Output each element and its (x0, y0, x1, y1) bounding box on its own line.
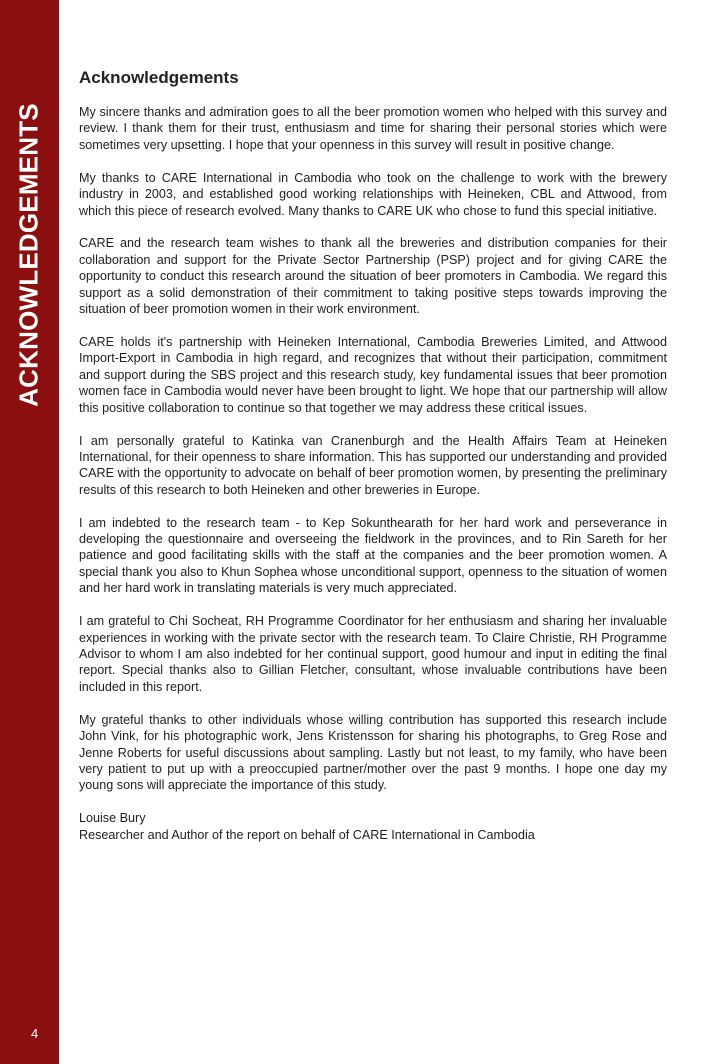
signature-role: Researcher and Author of the report on behalf of CARE International in Cambodia (79, 827, 535, 842)
paragraph-3: CARE and the research team wishes to thank all the breweries and distribution companies for their collaboration and support for the Private Sector Partnership (PSP) project and for giving CARE the opportunity to conduct this research around the situation of beer promoters in Cambodia. We regard this support as a solid demonstration of their commitment to taking positive steps towards improving the situation of beer promotion women in their work environment. (79, 236, 667, 317)
signature-block (79, 810, 667, 843)
paragraph-8: My grateful thanks to other individuals whose willing contribution has supported this research include John Vink, for his photographic work, Jens Kristensson for sharing his photographs, to Greg Rose and Jenne Roberts for useful discussions about sampling. Lastly but not least, to my family, who have been very patient to put up with a preoccupied partner/mother over the past 9 months. I hope one day my young sons will appreciate the importance of this study. (79, 712, 667, 793)
paragraph-6: I am indebted to the research team - to Kep Sokunthearath for her hard work and perseverance in developing the questionnaire and overseeing the fieldwork in the provinces, and to Rin Sareth for her patience and good facilitating skills with the staff at the companies and the beer promotion women. A special thank you also to Khun Sophea whose unconditional support, openness to the situation of women and her hard work in translating materials is very much appreciated. (79, 515, 667, 596)
paragraph-2: My thanks to CARE International in Cambodia who took on the challenge to work with the brewery industry in 2003, and established good working relationships with Heineken, CBL and Attwood, from which this piece of research evolved. Many thanks to CARE UK who chose to fund this special initiative. (79, 170, 667, 218)
page-number: 4 (31, 1026, 39, 1041)
paragraph-4: CARE holds it's partnership with Heineken International, Cambodia Breweries Limited, and Attwood Import-Export in Cambodia in high regard, and recognizes that without their participation, commitment and support during the SBS project and this research study, key fundamental issues that beer promotion women face in Cambodia would never have been brought to light. We hope that our partnership will allow this positive collaboration to continue so that together we may address these critical issues. (79, 334, 667, 415)
signature-name: Louise Bury (79, 811, 146, 826)
sidebar-band (0, 0, 59, 1064)
paragraph-1: My sincere thanks and admiration goes to all the beer promotion women who helped with this survey and review. I thank them for their trust, enthusiasm and time for sharing their personal stories which were sometimes very upsetting. I hope that your openness in this survey will result in positive change. (79, 105, 667, 152)
page-heading: Acknowledgements (79, 68, 239, 87)
paragraph-5: I am personally grateful to Katinka van Cranenburgh and the Health Affairs Team at Heineken International, for their openness to share information. This has supported our understanding and provided CARE with the opportunity to advocate on behalf of beer promotion women, by presenting the preliminary results of this research to both Heineken and other breweries in Europe. (79, 433, 667, 497)
section-title-vertical: ACKNOWLEDGEMENTS (13, 103, 44, 407)
paragraph-7: I am grateful to Chi Socheat, RH Programme Coordinator for her enthusiasm and sharing her invaluable experiences in working with the private sector with the research team. To Claire Christie, RH Programme Advisor to whom I am also indebted for her continual support, good humour and input in editing the final report. Special thanks also to Gillian Fletcher, consultant, whose invaluable contributions have been included in this report. (79, 614, 667, 694)
main-content (79, 68, 667, 843)
